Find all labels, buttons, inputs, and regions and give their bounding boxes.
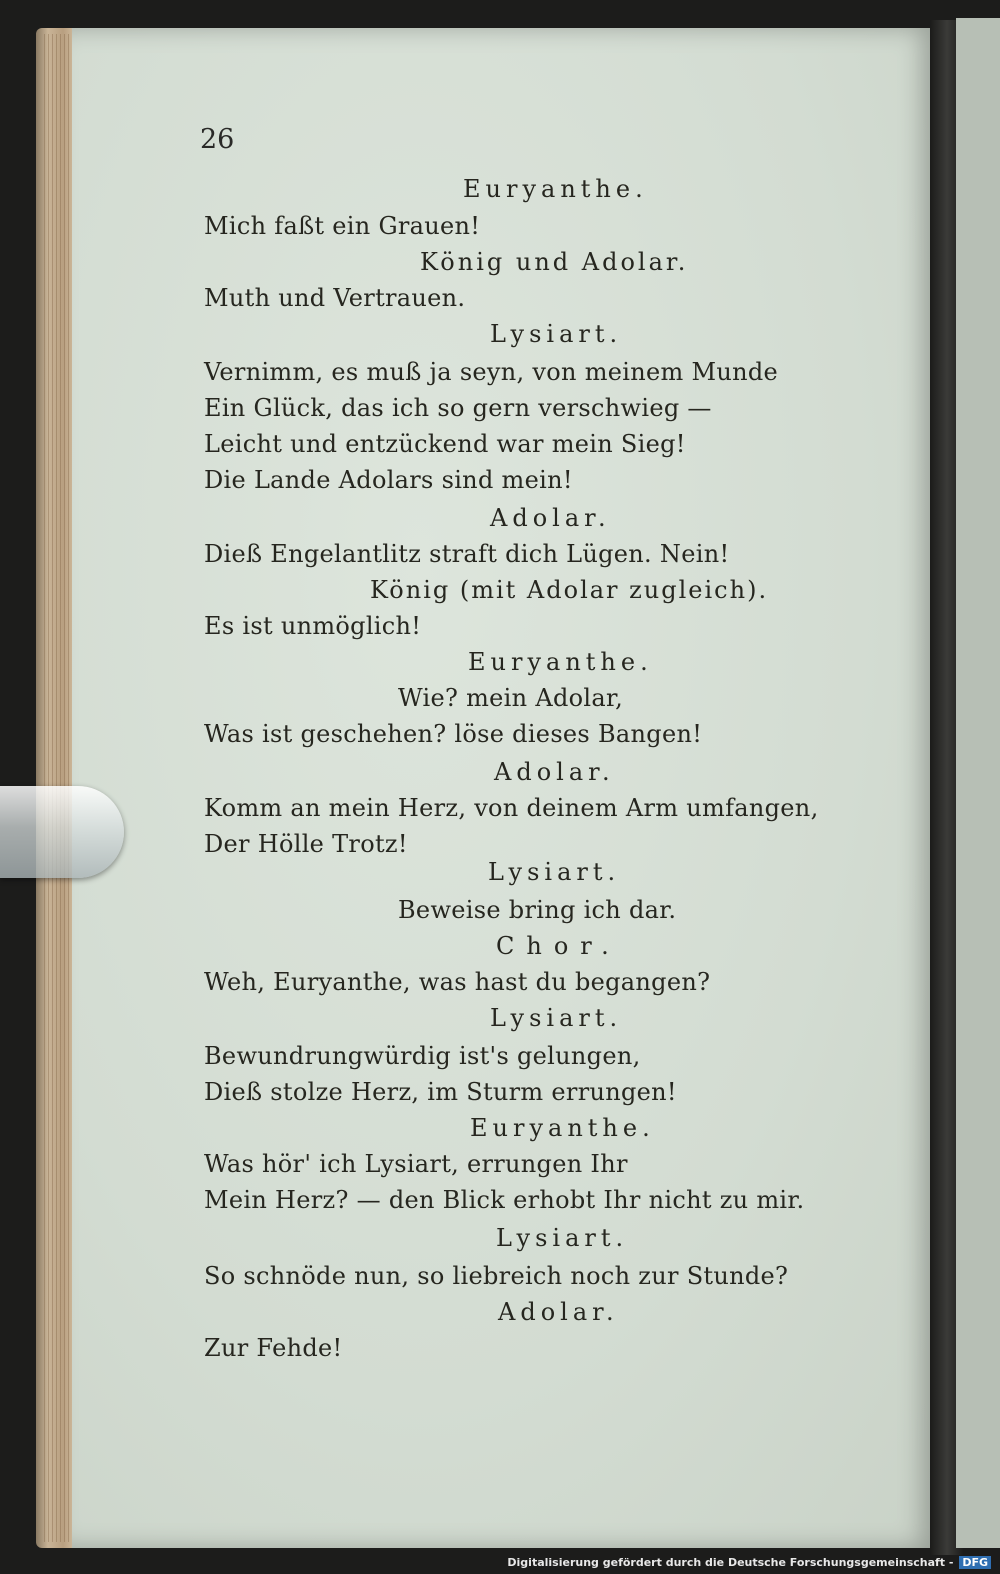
text-line-speaker-4: Adolar. — [490, 504, 611, 532]
text-line-speaker-3: Lysiart. — [490, 320, 623, 348]
text-line-verse-10: Was ist geschehen? löse dieses Bangen! — [204, 720, 703, 748]
text-line-verse-9: Wie? mein Adolar, — [398, 684, 624, 712]
text-line-speaker-7: Adolar. — [494, 758, 615, 786]
text-line-verse-3: Vernimm, es muß ja seyn, von meinem Munde — [204, 358, 779, 386]
text-line-verse-6: Die Lande Adolars sind mein! — [204, 466, 573, 494]
text-line-verse-16: Dieß stolze Herz, im Sturm errungen! — [204, 1078, 677, 1106]
text-line-verse-13: Beweise bring ich dar. — [398, 896, 677, 924]
text-line-speaker-10: Lysiart. — [490, 1004, 623, 1032]
text-line-verse-8: Es ist unmöglich! — [204, 612, 422, 640]
text-line-speaker-9: Chor. — [496, 932, 621, 960]
text-line-speaker-2: König und Adolar. — [420, 248, 689, 276]
text-line-speaker-11: Euryanthe. — [470, 1114, 655, 1142]
text-line-verse-1: Mich faßt ein Grauen! — [204, 212, 481, 240]
page-number: 26 — [200, 124, 235, 155]
text-line-verse-4: Ein Glück, das ich so gern verschwieg — — [204, 394, 712, 422]
text-line-verse-17: Was hör' ich Lysiart, errungen Ihr — [204, 1150, 628, 1178]
text-line-verse-14: Weh, Euryanthe, was hast du begangen? — [204, 968, 711, 996]
text-line-verse-15: Bewundrungwürdig ist's gelungen, — [204, 1042, 641, 1070]
text-line-speaker-1: Euryanthe. — [463, 175, 648, 203]
text-line-verse-11: Komm an mein Herz, von deinem Arm umfangen, — [204, 794, 819, 822]
digitization-credit-text: Digitalisierung gefördert durch die Deutsche Forschungsgemeinschaft - — [507, 1556, 954, 1569]
digitization-credit — [504, 1555, 994, 1570]
text-line-verse-2: Muth und Vertrauen. — [204, 284, 466, 312]
next-page-edge — [956, 18, 1000, 1548]
text-line-verse-18: Mein Herz? — den Blick erhobt Ihr nicht zu mir. — [204, 1186, 805, 1214]
text-line-speaker-5: König (mit Adolar zugleich). — [370, 576, 769, 604]
text-line-verse-7: Dieß Engelantlitz straft dich Lügen. Nein! — [204, 540, 730, 568]
text-line-speaker-6: Euryanthe. — [468, 648, 653, 676]
text-line-speaker-8: Lysiart. — [488, 858, 621, 886]
text-line-verse-19: So schnöde nun, so liebreich noch zur Stunde? — [204, 1262, 789, 1290]
text-line-verse-20: Zur Fehde! — [204, 1334, 343, 1362]
text-line-speaker-12: Lysiart. — [496, 1224, 629, 1252]
text-line-speaker-13: Adolar. — [498, 1298, 619, 1326]
text-line-verse-5: Leicht und entzückend war mein Sieg! — [204, 430, 686, 458]
text-line-verse-12: Der Hölle Trotz! — [204, 830, 408, 858]
dfg-logo: DFG — [959, 1556, 991, 1569]
page-clip — [0, 786, 124, 878]
